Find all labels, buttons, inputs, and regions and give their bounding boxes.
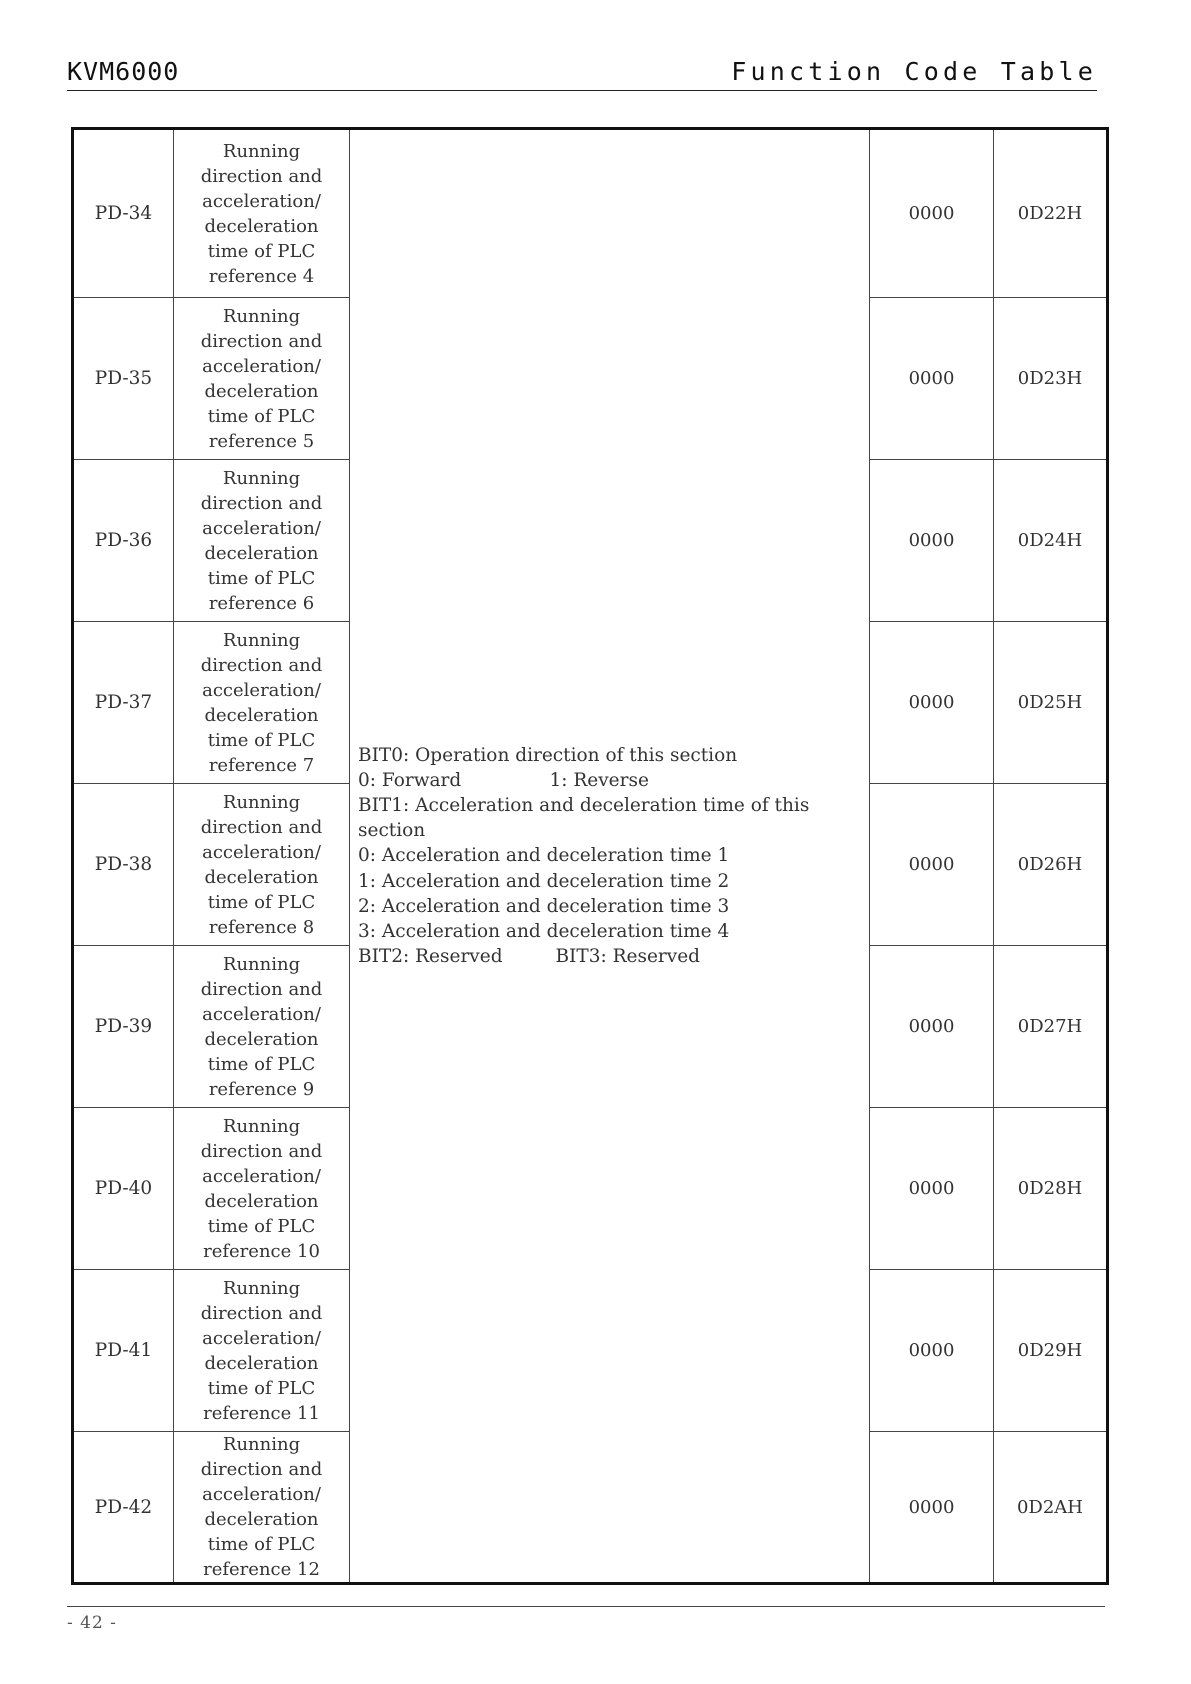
model-name: KVM6000 — [67, 57, 180, 86]
page-footer — [67, 1606, 1105, 1633]
function-code-table-body — [73, 129, 1108, 1584]
default-value-cell: 0000 — [870, 298, 994, 460]
function-code-cell: PD-38 — [73, 784, 174, 946]
communication-address-cell: 0D24H — [994, 460, 1108, 622]
function-code-cell: PD-42 — [73, 1432, 174, 1584]
function-code-table — [71, 127, 1109, 1585]
communication-address-cell: 0D29H — [994, 1270, 1108, 1432]
parameter-name-cell: Running direction and acceleration/ deceleration time of PLC reference 12 — [174, 1432, 350, 1584]
communication-address-cell: 0D26H — [994, 784, 1108, 946]
default-value-cell: 0000 — [870, 784, 994, 946]
communication-address-cell: 0D25H — [994, 622, 1108, 784]
parameter-name-cell: Running direction and acceleration/ deceleration time of PLC reference 10 — [174, 1108, 350, 1270]
page-header — [67, 56, 1097, 91]
communication-address-cell: 0D22H — [994, 129, 1108, 298]
function-code-cell: PD-39 — [73, 946, 174, 1108]
table-row — [73, 129, 1108, 298]
default-value-cell: 0000 — [870, 622, 994, 784]
communication-address-cell: 0D27H — [994, 946, 1108, 1108]
parameter-name-cell: Running direction and acceleration/ deceleration time of PLC reference 11 — [174, 1270, 350, 1432]
parameter-name-cell: Running direction and acceleration/ deceleration time of PLC reference 7 — [174, 622, 350, 784]
setting-description-cell: BIT0: Operation direction of this section 0: Forward 1: Reverse BIT1: Acceleration and deceleration time of this section 0: Acceleration and deceleration time 1 1: Acceleration and deceleration time 2 2: Acceleration and deceleration time 3 3: Acceleration and deceleration time 4 BIT2: Reserved BIT3: Reserved — [350, 129, 870, 1584]
parameter-name-cell: Running direction and acceleration/ deceleration time of PLC reference 6 — [174, 460, 350, 622]
communication-address-cell: 0D2AH — [994, 1432, 1108, 1584]
communication-address-cell: 0D28H — [994, 1108, 1108, 1270]
default-value-cell: 0000 — [870, 129, 994, 298]
parameter-name-cell: Running direction and acceleration/ deceleration time of PLC reference 9 — [174, 946, 350, 1108]
parameter-name-cell: Running direction and acceleration/ deceleration time of PLC reference 4 — [174, 129, 350, 298]
default-value-cell: 0000 — [870, 460, 994, 622]
page-number: - 42 - — [67, 1613, 117, 1633]
communication-address-cell: 0D23H — [994, 298, 1108, 460]
function-code-cell: PD-35 — [73, 298, 174, 460]
default-value-cell: 0000 — [870, 946, 994, 1108]
function-code-cell: PD-40 — [73, 1108, 174, 1270]
default-value-cell: 0000 — [870, 1108, 994, 1270]
function-code-cell: PD-41 — [73, 1270, 174, 1432]
function-code-cell: PD-37 — [73, 622, 174, 784]
function-code-cell: PD-34 — [73, 129, 174, 298]
function-code-cell: PD-36 — [73, 460, 174, 622]
default-value-cell: 0000 — [870, 1270, 994, 1432]
section-title: Function Code Table — [731, 57, 1097, 86]
default-value-cell: 0000 — [870, 1432, 994, 1584]
parameter-name-cell: Running direction and acceleration/ deceleration time of PLC reference 8 — [174, 784, 350, 946]
parameter-name-cell: Running direction and acceleration/ deceleration time of PLC reference 5 — [174, 298, 350, 460]
